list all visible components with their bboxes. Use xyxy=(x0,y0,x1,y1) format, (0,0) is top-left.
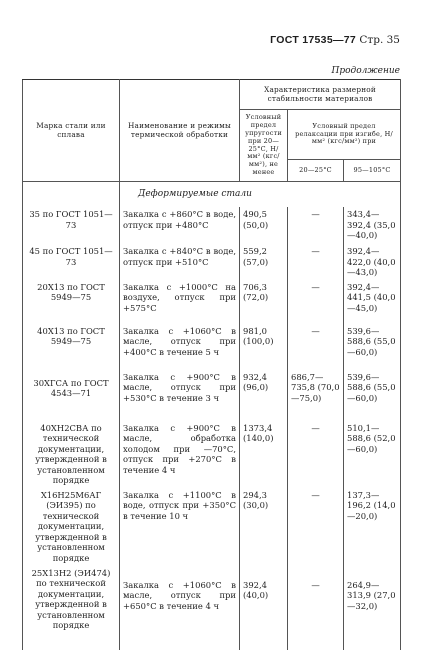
cell-treatment: Закалка с +1000°С на воздухе, отпуск при +575°С xyxy=(120,280,240,324)
continuation-label: Продолжение xyxy=(331,66,400,76)
table-row xyxy=(23,370,401,421)
cell-treatment: Закалка с +900°С в масле, отпуск при +530°С в течение 3 ч xyxy=(120,370,240,421)
cell-relax-20: — xyxy=(288,488,344,566)
cell-elastic: 392,4 (40,0) xyxy=(240,566,288,650)
cell-grade: 30ХГСА по ГОСТ 4543—71 xyxy=(23,370,120,421)
table-row xyxy=(23,324,401,370)
cell-treatment: Закалка с +1100°С в воде, отпуск при +350°С в течение 10 ч xyxy=(120,488,240,566)
cell-grade: 35 по ГОСТ 1051—73 xyxy=(23,207,120,244)
cell-relax-20: — xyxy=(288,421,344,488)
cell-relax-100: 343,4—392,4 (35,0—40,0) xyxy=(344,207,401,244)
cell-treatment: Закалка с +900°С в масле, обработка холодом при —70°С, отпуск при +270°С в течение 4 ч xyxy=(120,421,240,488)
cell-relax-20: — xyxy=(288,207,344,244)
cell-relax-100: 510,1—588,6 (52,0—60,0) xyxy=(344,421,401,488)
cell-relax-20: — xyxy=(288,244,344,280)
cell-grade: 40Х13 по ГОСТ 5949—75 xyxy=(23,324,120,370)
cell-elastic: 490,5 (50,0) xyxy=(240,207,288,244)
standard-number: ГОСТ 17535—77 xyxy=(270,34,357,46)
col-header-temp-1: 20—25°С xyxy=(288,160,344,182)
cell-relax-100: 539,6—588,6 (55,0—60,0) xyxy=(344,370,401,421)
col-header-temp-2: 95—105°С xyxy=(344,160,401,182)
cell-relax-20: — xyxy=(288,280,344,324)
cell-relax-100: 392,4—441,5 (40,0—45,0) xyxy=(344,280,401,324)
cell-elastic: 932,4 (96,0) xyxy=(240,370,288,421)
cell-treatment: Закалка с +1060°С в масле, отпуск при +400°С в течение 5 ч xyxy=(120,324,240,370)
col-header-treatment: Наименование и режимы термической обработки xyxy=(120,80,240,182)
cell-relax-20: — xyxy=(288,566,344,650)
table-row xyxy=(23,280,401,324)
cell-grade: 40ХН2СВА по технической документации, утвержденной в установленном порядке xyxy=(23,421,120,488)
cell-grade: Х16Н25М6АГ (ЭИ395) по технической документации, утвержденной в установленном порядке xyxy=(23,488,120,566)
table-row xyxy=(23,207,401,244)
col-header-group: Характеристика размерной стабильности материалов xyxy=(240,80,401,110)
col-header-grade: Марка стали или сплава xyxy=(23,80,120,182)
cell-relax-100: 392,4—422,0 (40,0—43,0) xyxy=(344,244,401,280)
cell-elastic: 706,3 (72,0) xyxy=(240,280,288,324)
section-row xyxy=(23,182,401,208)
cell-elastic: 294,3 (30,0) xyxy=(240,488,288,566)
cell-elastic: 981,0 (100,0) xyxy=(240,324,288,370)
cell-grade: 20Х13 по ГОСТ 5949—75 xyxy=(23,280,120,324)
table-row xyxy=(23,244,401,280)
section-title: Деформируемые стали xyxy=(120,182,401,208)
page-number: Стр. 35 xyxy=(359,34,400,46)
table-row xyxy=(23,566,401,650)
cell-treatment: Закалка с +840°С в воде, отпуск при +510°С xyxy=(120,244,240,280)
col-header-elastic: Условный предел упругости при 20—25°С, Н/мм² (кгс/мм²), не менее xyxy=(240,110,288,182)
steel-properties-table xyxy=(22,79,401,650)
cell-relax-100: 539,6—588,6 (55,0—60,0) xyxy=(344,324,401,370)
table-row xyxy=(23,488,401,566)
cell-relax-100: 264,9—313,9 (27,0—32,0) xyxy=(344,566,401,650)
cell-elastic: 1373,4 (140,0) xyxy=(240,421,288,488)
col-header-relax: Условный предел релаксации при изгибе, Н/мм² (кгс/мм²) при xyxy=(288,110,401,160)
cell-grade: 25Х13Н2 (ЭИ474) по технической документации, утвержденной в установленном порядке xyxy=(23,566,120,650)
table-row xyxy=(23,421,401,488)
cell-grade: 45 по ГОСТ 1051—73 xyxy=(23,244,120,280)
cell-elastic: 559,2 (57,0) xyxy=(240,244,288,280)
cell-treatment: Закалка с +1060°С в масле, отпуск при +650°С в течение 4 ч xyxy=(120,566,240,650)
cell-relax-100: 137,3—196,2 (14,0—20,0) xyxy=(344,488,401,566)
cell-treatment: Закалка с +860°С в воде, отпуск при +480°С xyxy=(120,207,240,244)
cell-relax-20: 686,7—735,8 (70,0—75,0) xyxy=(288,370,344,421)
cell-relax-20: — xyxy=(288,324,344,370)
page-header xyxy=(270,34,400,46)
